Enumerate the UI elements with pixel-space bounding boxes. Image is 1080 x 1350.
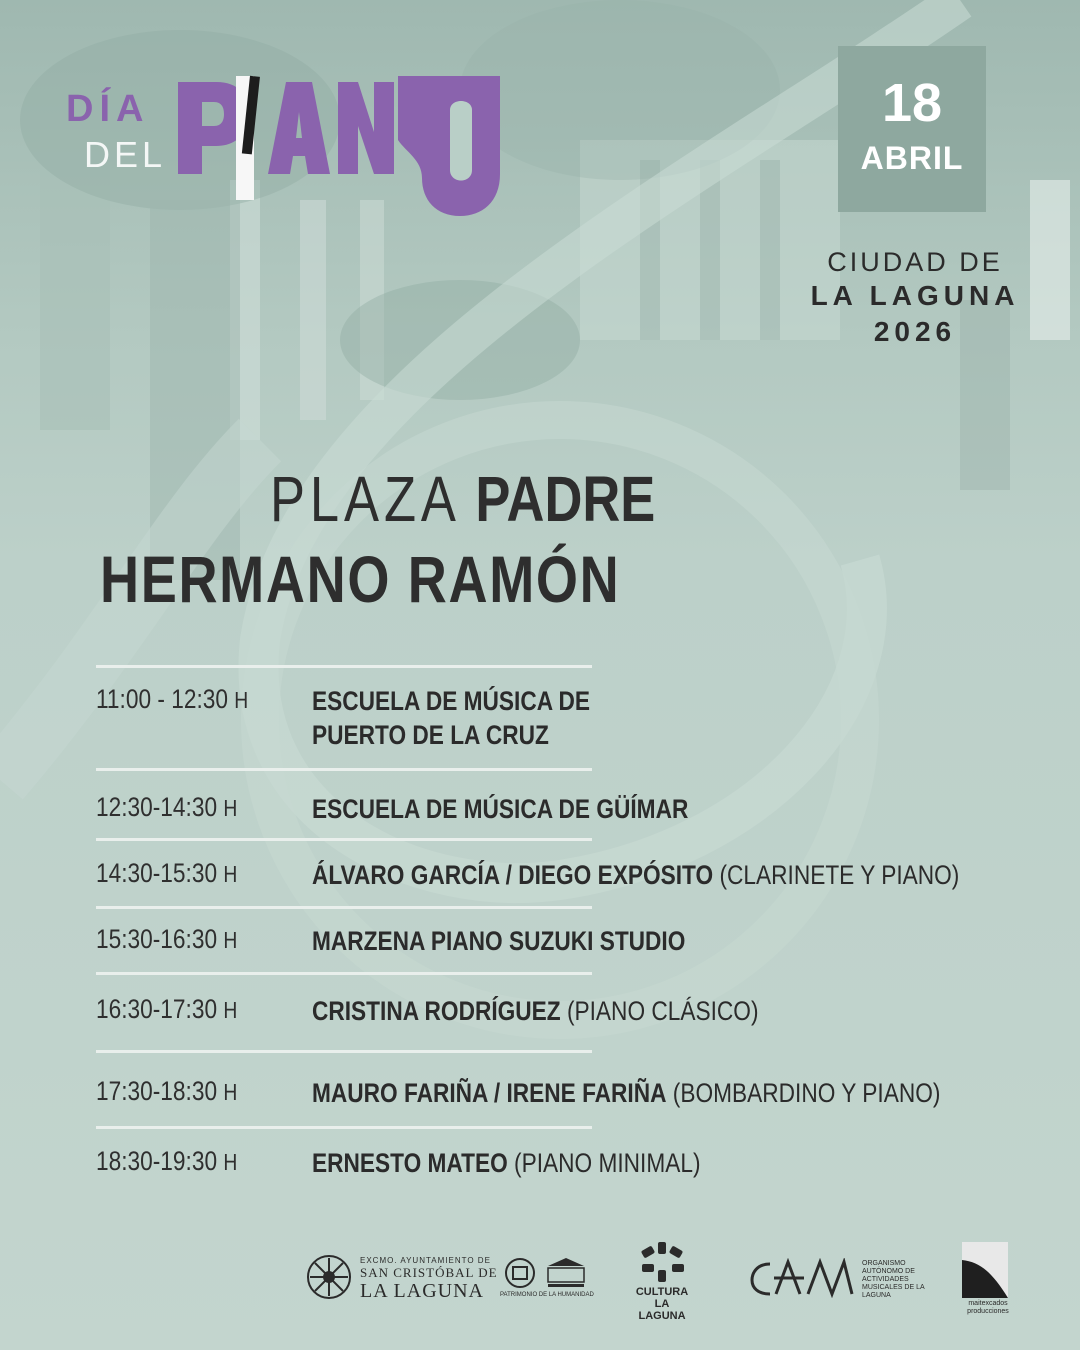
time-slot: 14:30-15:30 H bbox=[96, 858, 238, 888]
performer: MAURO FARIÑA / IRENE FARIÑA (BOMBARDINO Y PIANO) bbox=[312, 1078, 941, 1108]
ayuntamiento-logo: EXCMO. AYUNTAMIENTO DE SAN CRISTÓBAL DE LA LAGUNA bbox=[360, 1256, 498, 1302]
time-slot: 17:30-18:30 H bbox=[96, 1076, 238, 1106]
time-slot: 12:30-14:30 H bbox=[96, 792, 238, 822]
oam-label: ORGANISMO AUTÓNOMO DE ACTIVIDADES MUSICALES DE LA LAGUNA bbox=[862, 1260, 925, 1299]
city-block bbox=[790, 246, 1040, 350]
city-year: 2026 bbox=[873, 316, 957, 347]
venue-line1: PLAZA PADRE bbox=[270, 463, 656, 535]
sponsor-footer bbox=[0, 1230, 1080, 1330]
venue-line2: HERMANO RAMÓN bbox=[100, 542, 621, 616]
production-logo-icon bbox=[962, 1242, 1008, 1298]
date-badge bbox=[838, 46, 986, 212]
performer: ERNESTO MATEO (PIANO MINIMAL) bbox=[312, 1148, 701, 1178]
cultura-logo: CULTURA LA LAGUNA bbox=[635, 1286, 689, 1322]
venue-title bbox=[100, 460, 740, 620]
logo-dia: DÍA bbox=[66, 88, 150, 130]
performer: ESCUELA DE MÚSICA DE PUERTO DE LA CRUZ bbox=[312, 686, 591, 750]
divider bbox=[96, 972, 592, 975]
city-line2: LA LAGUNA bbox=[810, 280, 1020, 311]
unesco-icon bbox=[504, 1256, 588, 1290]
piano-logo bbox=[170, 70, 510, 220]
divider bbox=[96, 838, 592, 841]
performer: ESCUELA DE MÚSICA DE GÜÍMAR bbox=[312, 794, 689, 824]
divider bbox=[96, 768, 592, 771]
city-line1: CIUDAD DE bbox=[827, 247, 1003, 277]
oam-logo-icon bbox=[748, 1258, 856, 1298]
cultura-logo-icon bbox=[636, 1240, 688, 1284]
date-day: 18 bbox=[881, 73, 943, 133]
performer: ÁLVARO GARCÍA / DIEGO EXPÓSITO (CLARINETE Y PIANO) bbox=[312, 860, 960, 890]
time-slot: 15:30-16:30 H bbox=[96, 924, 238, 954]
unesco-label: PATRIMONIO DE LA HUMANIDAD bbox=[500, 1292, 594, 1298]
ayuntamiento-seal-icon bbox=[306, 1254, 352, 1300]
logo-del: DEL bbox=[84, 134, 167, 175]
divider bbox=[96, 1050, 592, 1053]
performer: MARZENA PIANO SUZUKI STUDIO bbox=[312, 926, 686, 956]
production-label: maitexcados producciones bbox=[967, 1300, 1009, 1315]
divider bbox=[96, 906, 592, 909]
time-slot: 11:00 - 12:30 H bbox=[96, 684, 249, 714]
time-slot: 18:30-19:30 H bbox=[96, 1146, 238, 1176]
time-slot: 16:30-17:30 H bbox=[96, 994, 238, 1024]
date-month: ABRIL bbox=[860, 140, 964, 176]
divider bbox=[96, 1126, 592, 1129]
performer: CRISTINA RODRÍGUEZ (PIANO CLÁSICO) bbox=[312, 996, 759, 1026]
divider bbox=[96, 665, 592, 668]
